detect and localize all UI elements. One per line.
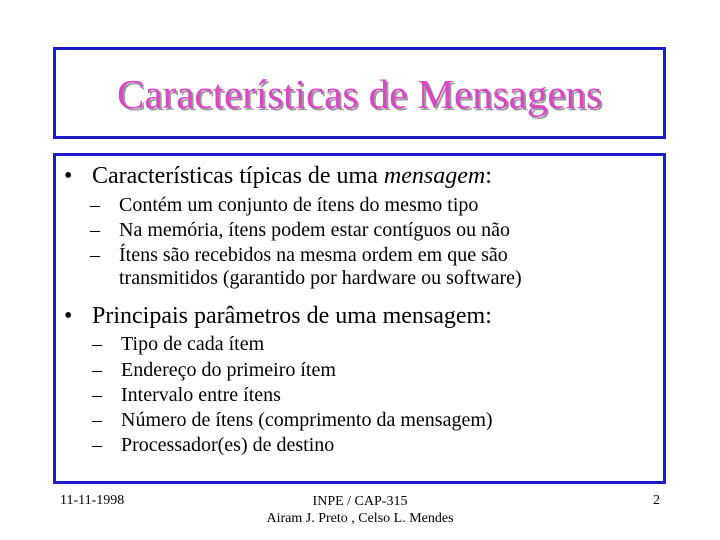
sub-item-text: Endereço do primeiro ítem xyxy=(121,359,336,381)
page-number: 2 xyxy=(653,493,660,508)
bullet-text-end: : xyxy=(485,163,492,189)
slide-title: Características de Mensagens xyxy=(117,71,602,117)
sub-item-text: Tipo de cada ítem xyxy=(121,333,265,355)
sub-item-text: Na memória, ítens podem estar contíguos ou não xyxy=(119,219,511,241)
bullet-text: Principais parâmetros de uma mensagem: xyxy=(92,303,492,329)
sub-item-text: Intervalo entre ítens xyxy=(121,384,281,406)
dash-icon: – xyxy=(90,244,100,266)
dash-icon: – xyxy=(92,359,102,381)
footer-course: INPE / CAP-315 xyxy=(312,494,408,509)
dash-icon: – xyxy=(92,434,102,456)
dash-icon: – xyxy=(90,219,100,241)
dash-icon: – xyxy=(92,333,102,355)
dash-icon: – xyxy=(92,409,102,431)
sub-item-text: Ítens são recebidos na mesma ordem em que são xyxy=(119,244,508,266)
footer-authors: Airam J. Preto , Celso L. Mendes xyxy=(266,511,454,526)
sub-item-text: Processador(es) de destino xyxy=(121,434,335,456)
title-box xyxy=(53,47,666,139)
footer-date: 11-11-1998 xyxy=(60,493,125,508)
bullet-icon: • xyxy=(64,163,73,189)
footer-credits xyxy=(260,493,460,527)
sub-item-text: transmitidos (garantido por hardware ou software) xyxy=(119,267,522,289)
dash-icon: – xyxy=(92,384,102,406)
bullet-text xyxy=(92,162,492,190)
bullet-icon: • xyxy=(64,303,73,329)
sub-item-text: Contém um conjunto de ítens do mesmo tipo xyxy=(119,194,479,216)
bullet-text-start: Características típicas de uma xyxy=(92,163,384,189)
sub-item-text: Número de ítens (comprimento da mensagem) xyxy=(121,409,493,431)
content-box xyxy=(53,153,666,484)
bullet-text-italic: mensagem xyxy=(383,163,486,189)
dash-icon: – xyxy=(90,194,100,216)
